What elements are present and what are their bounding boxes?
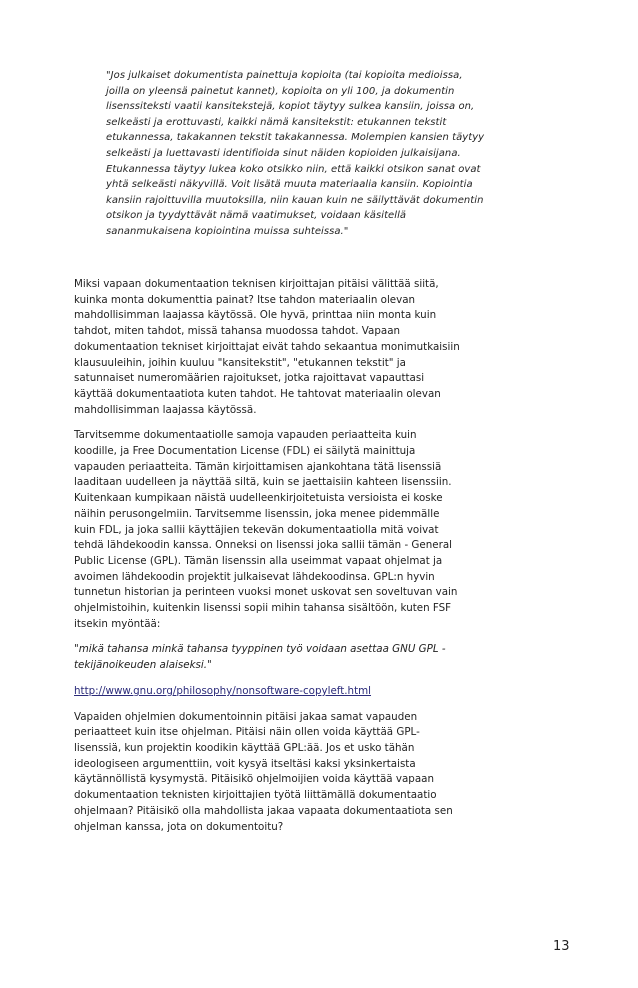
fsf-quote: "mikä tahansa minkä tahansa tyyppinen työ voidaan asettaa GNU GPL -tekijänoikeuden alaiseksi." — [74, 643, 446, 672]
paragraph-3: Vapaiden ohjelmien dokumentoinnin pitäisi jakaa samat vapauden periaatteet kuin itse ohjelman. Pitäisi näin ollen voida käyttää GPL-lisenssiä, kun projektin koodikin käyttää GPL:ää. Jos et usko tähän ideologiseen argumenttiin, voit kysyä itseltäsi kaksi yksinkertaista käytännöllistä kysymystä. Pitäisikö ohjelmoijien voida käyttää vapaan dokumentaation teknisten kirjoittajien työtä liittämällä dokumentaatio ohjelmaan? Pitäisikö olla mahdollista jakaa vapaata dokumentaatiota sen ohjelman kanssa, jota on dokumentoitu? — [74, 710, 453, 833]
license-blockquote: "Jos julkaiset dokumentista painettuja kopioita (tai kopioita medioissa, joilla on yleensä painetut kannet), kopioita on yli 100, ja dokumentin lisenssiteksti vaatii kansitekstejä, kopiot täytyy sulkea kansiin, joissa on, selkeästi ja erottuvasti, kaikki nämä kansitekstit: etukannen tekstit etukannessa, takakannen tekstit takakannessa. Molempien kansien täytyy selkeästi ja luettavasti identifioida sinut näiden kopioiden julkaisijana. Etukannessa täytyy lukea koko otsikko niin, että kaikki otsikon sanat ovat yhtä selkeästi näkyvillä. Voit lisätä muuta materiaalia kansiin. Kopiointia kansiin rajoittuvilla muutoksilla, niin kauan kuin ne säilyttävät dokumentin otsikon ja tyydyttävät nämä vaatimukset, voidaan käsitellä sananmukaisena kopiointina muissa suhteissa." — [106, 70, 485, 237]
gnu-nonsoftware-link[interactable]: http://www.gnu.org/philosophy/nonsoftware-copyleft.html — [74, 684, 372, 697]
body-text — [74, 277, 460, 845]
paragraph-2: Tarvitsemme dokumentaatiolle samoja vapauden periaatteita kuin koodille, ja Free Documentation License (FDL) ei säilytä mainittuja vapauden periaatteita. Tämän kirjoittamisen ajankohtana tätä lisenssiä laaditaan uudelleen ja näyttää siltä, kuin se jaettaisiin kahteen lisenssiin. Kuitenkaan kumpikaan näistä uudelleenkirjoitetuista versioista ei koske näihin perusongelmiin. Tarvitsemme lisenssin, joka menee pidemmälle kuin FDL, ja joka sallii käyttäjien tekevän dokumentaatiolla mitä voivat tehdä lähdekoodin kanssa. Onneksi on lisenssi joka sallii tämän - General Public License (GPL). Tämän lisenssin alla useimmat vapaat ohjelmat ja avoimen lähdekoodin projektit julkaisevat lähdekoodinsa. GPL:n hyvin tunnetun historian ja perinteen vuoksi monet uskovat sen soveltuvan vain ohjelmistoihin, kuitenkin lisenssi sopii mihin tahansa sisältöön, kuten FSF itsekin myöntää: — [74, 429, 458, 630]
paragraph-1: Miksi vapaan dokumentaation teknisen kirjoittajan pitäisi välittää siitä, kuinka monta dokumenttia painat? Itse tahdon materiaalin olevan mahdollisimman laajassa käytössä. Ole hyvä, printtaa niin monta kuin tahdot, miten tahdot, missä tahansa muodossa tahdot. Vapaan dokumentaation tekniset kirjoittajat eivät tahdo sekaantua monimutkaisiin klausuuleihin, joihin kuuluu "kansitekstit", "etukannen tekstit" ja satunnaiset numeromäärien rajoitukset, jotka rajoittavat vapauttasi käyttää dokumentaatiota kuten tahdot. He tahtovat materiaalin olevan mahdollisimman laajassa käytössä. — [74, 278, 460, 416]
page-number: 13 — [553, 939, 570, 954]
